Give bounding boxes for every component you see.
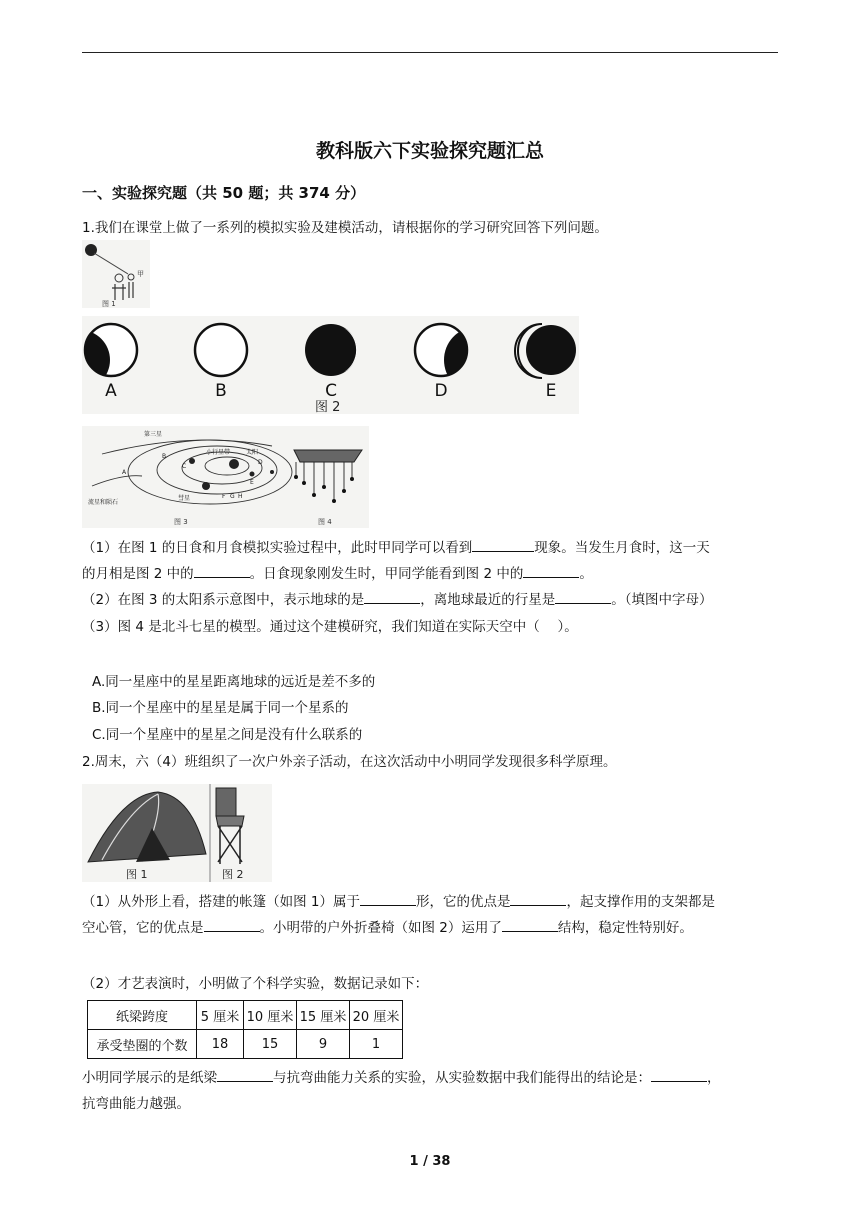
eclipse-demo-illustration bbox=[82, 240, 150, 308]
phase-letter-a: A bbox=[105, 381, 117, 401]
q1-figure-2 bbox=[82, 316, 579, 414]
fig4-caption: 图 4 bbox=[318, 518, 332, 526]
fig3-label: E bbox=[250, 479, 254, 486]
fig3-label: D bbox=[258, 459, 263, 466]
table-cell: 9 bbox=[297, 1030, 350, 1059]
q2-part2: （2）才艺表演时，小明做了个科学实验，数据记录如下： bbox=[82, 976, 429, 992]
answer-blank[interactable] bbox=[364, 603, 420, 604]
answer-blank[interactable] bbox=[555, 603, 611, 604]
section-heading: 一、实验探究题（共 50 题；共 374 分） bbox=[82, 184, 366, 202]
answer-blank[interactable] bbox=[510, 905, 566, 906]
q1-figure-1 bbox=[82, 240, 150, 308]
fig3-label: 小行星带 bbox=[206, 449, 231, 456]
phase-letter-d: D bbox=[434, 381, 448, 401]
tent-and-chair-illustration bbox=[82, 784, 272, 882]
fig3-label: 彗星 bbox=[178, 495, 191, 502]
table-row bbox=[88, 1001, 403, 1030]
fig3-caption: 图 3 bbox=[174, 518, 188, 526]
fig3-label: C bbox=[182, 463, 187, 470]
fig1-label: 甲 bbox=[137, 270, 144, 278]
q2-part1-line2: 空心管，它的优点是 。小明带的户外折叠椅（如图 2）运用了 结构，稳定性特别好。 bbox=[82, 920, 693, 936]
q1-option-c[interactable]: C.同一个星座中的星星之间是没有什么联系的 bbox=[92, 727, 363, 743]
answer-blank[interactable] bbox=[204, 931, 260, 932]
header-rule bbox=[82, 52, 778, 53]
fig3-label: B bbox=[162, 453, 167, 460]
q1-option-a[interactable]: A.同一星座中的星星距离地球的远近是差不多的 bbox=[92, 674, 376, 690]
table-cell: 5 厘米 bbox=[197, 1001, 244, 1030]
fig3-label: H bbox=[238, 493, 243, 500]
q2-fig1-caption: 图 1 bbox=[126, 868, 148, 881]
q1-part2: （2）在图 3 的太阳系示意图中，表示地球的是 ，离地球最近的行星是 。（填图中字母） bbox=[82, 592, 713, 608]
phase-letter-b: B bbox=[215, 381, 227, 401]
q2-stem: 2.周末，六（4）班组织了一次户外亲子活动，在这次活动中小明同学发现很多科学原理。 bbox=[82, 754, 617, 770]
fig3-label: A bbox=[122, 469, 127, 476]
q1-part1-line1: （1）在图 1 的日食和月食模拟实验过程中，此时甲同学可以看到 现象。当发生月食时，这一天 bbox=[82, 540, 710, 556]
phase-letter-e: E bbox=[545, 381, 557, 401]
fig3-label: 太阳 bbox=[246, 449, 259, 456]
table-cell: 15 bbox=[244, 1030, 297, 1059]
fig3-label: G bbox=[230, 493, 235, 500]
q2-part1-line1: （1）从外形上看，搭建的帐篷（如图 1）属于 形，它的优点是 ，起支撑作用的支架都是 bbox=[82, 894, 715, 910]
table-cell: 纸梁跨度 bbox=[88, 1001, 197, 1030]
answer-blank[interactable] bbox=[502, 931, 558, 932]
document-title: 教科版六下实验探究题汇总 bbox=[315, 140, 544, 162]
q2-fig2-caption: 图 2 bbox=[222, 868, 244, 881]
table-cell: 15 厘米 bbox=[297, 1001, 350, 1030]
data-table bbox=[87, 1000, 403, 1059]
q1-stem: 1.我们在课堂上做了一系列的模拟实验及建模活动，请根据你的学习研究回答下列问题。 bbox=[82, 220, 608, 236]
fig1-caption: 图 1 bbox=[102, 300, 116, 308]
table-cell: 承受垫圈的个数 bbox=[88, 1030, 197, 1059]
table-cell: 18 bbox=[197, 1030, 244, 1059]
table-cell: 20 厘米 bbox=[350, 1001, 403, 1030]
q2-part3-line1: 小明同学展示的是纸梁 与抗弯曲能力关系的实验，从实验数据中我们能得出的结论是： ， bbox=[82, 1070, 721, 1086]
table-cell: 1 bbox=[350, 1030, 403, 1059]
table-row bbox=[88, 1030, 403, 1059]
moon-phases-illustration bbox=[82, 316, 579, 414]
solar-system-and-dipper-illustration bbox=[82, 426, 369, 528]
answer-blank[interactable] bbox=[217, 1081, 273, 1082]
q1-figure-3-4 bbox=[82, 426, 369, 528]
q1-part3: （3）图 4 是北斗七星的模型。通过这个建模研究，我们知道在实际天空中（ ）。 bbox=[82, 619, 578, 635]
answer-blank[interactable] bbox=[472, 551, 534, 552]
q1-part1-line2: 的月相是图 2 中的 。日食现象刚发生时，甲同学能看到图 2 中的 。 bbox=[82, 566, 593, 582]
answer-blank[interactable] bbox=[194, 577, 250, 578]
answer-blank[interactable] bbox=[360, 905, 416, 906]
table-cell: 10 厘米 bbox=[244, 1001, 297, 1030]
fig2-caption: 图 2 bbox=[315, 400, 341, 414]
phase-letter-c: C bbox=[325, 381, 337, 401]
fig3-label: 流星和陨石 bbox=[88, 499, 119, 506]
q2-part3-line2: 抗弯曲能力越强。 bbox=[82, 1096, 190, 1112]
q2-figures bbox=[82, 784, 272, 882]
fig3-label: 第三星 bbox=[144, 431, 163, 438]
answer-blank[interactable] bbox=[523, 577, 579, 578]
fig3-label: F bbox=[222, 493, 226, 500]
page-number: 1 / 38 bbox=[409, 1154, 451, 1169]
answer-blank[interactable] bbox=[651, 1081, 707, 1082]
q1-option-b[interactable]: B.同一个星座中的星星是属于同一个星系的 bbox=[92, 700, 349, 716]
